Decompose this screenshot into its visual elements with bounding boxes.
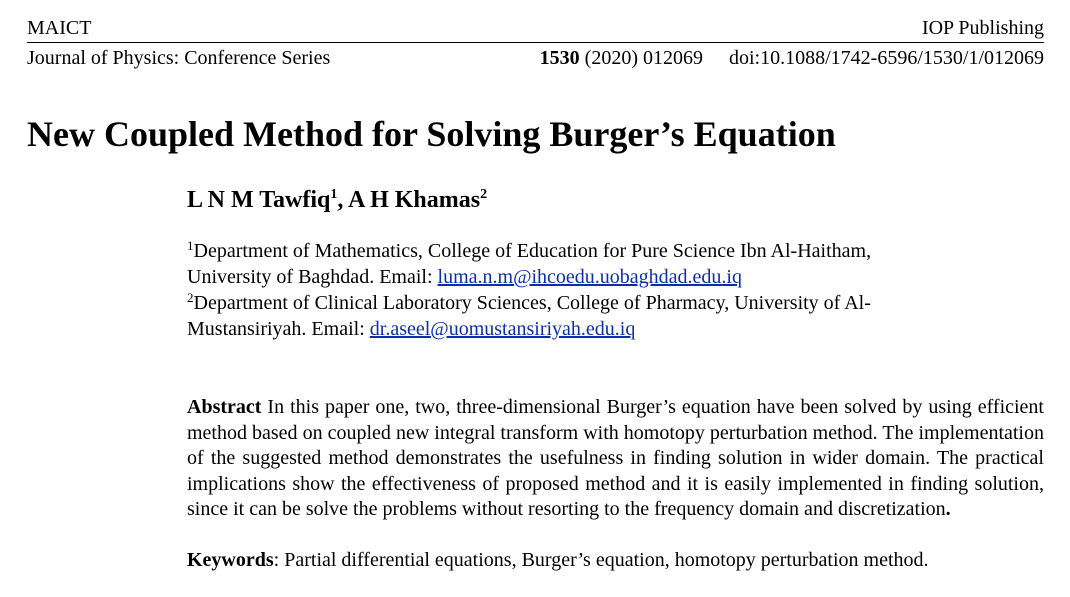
- author-list: [187, 184, 487, 216]
- running-header: [27, 15, 1044, 41]
- keywords: [187, 548, 929, 574]
- affiliation-marker: 1: [330, 187, 338, 202]
- journal-info-row: [27, 45, 1044, 71]
- volume-number: 1530: [539, 47, 580, 69]
- email-link[interactable]: luma.n.m@ihcoedu.uobaghdad.edu.iq: [437, 266, 742, 288]
- email-link[interactable]: dr.aseel@uomustansiriyah.edu.iq: [369, 318, 636, 340]
- affiliation-text: Mustansiriyah. Email:: [187, 318, 370, 340]
- volume-issue: [540, 45, 703, 71]
- affiliation-text: University of Baghdad. Email:: [187, 266, 438, 288]
- affiliations: [187, 238, 871, 342]
- affiliation-line: [187, 238, 871, 264]
- keywords-text: : Partial differential equations, Burger’s equation, homotopy perturbation method.: [273, 549, 929, 571]
- doi[interactable]: doi:10.1088/1742-6596/1530/1/012069: [729, 47, 1044, 69]
- abstract-end: .: [945, 498, 951, 520]
- abstract-text: In this paper one, two, three-dimensional Burger’s equation have been solved by using efficient method based on coupled new integral transform with homotopy perturbation method. The implementation of the suggested method demonstrates the usefulness in finding solution in wider domain. The practical implications show the effectiveness of proposed method and it is easily implemented in finding solution, since it can be solve the problems without resorting to the frequency domain and discretization: [187, 396, 1044, 520]
- affiliation-text: Department of Mathematics, College of Education for Pure Science Ibn Al-Haitham,: [193, 240, 872, 262]
- header-rule: [27, 42, 1044, 43]
- affiliation-text: Department of Clinical Laboratory Sciences, College of Pharmacy, University of Al-: [193, 292, 871, 314]
- year-article: (2020) 012069: [584, 47, 703, 69]
- abstract-label: Abstract: [187, 396, 262, 418]
- journal-name: Journal of Physics: Conference Series: [27, 47, 331, 69]
- citation-info: [540, 45, 1044, 71]
- abstract: [187, 395, 1044, 523]
- affiliation-line: [187, 290, 871, 316]
- affiliation-line: [187, 316, 871, 342]
- paper-title: New Coupled Method for Solving Burger’s Equation: [27, 114, 836, 154]
- affiliation-line: [187, 264, 871, 290]
- author-name: L N M Tawfiq: [187, 187, 331, 213]
- affiliation-marker: 2: [187, 290, 194, 305]
- affiliation-marker: 1: [187, 238, 194, 253]
- keywords-label: Keywords: [187, 549, 274, 571]
- publisher-name: IOP Publishing: [921, 17, 1044, 39]
- affiliation-marker: 2: [480, 187, 488, 202]
- author-separator: ,: [337, 187, 349, 213]
- author-name: A H Khamas: [348, 187, 481, 213]
- conference-name: MAICT: [27, 17, 92, 39]
